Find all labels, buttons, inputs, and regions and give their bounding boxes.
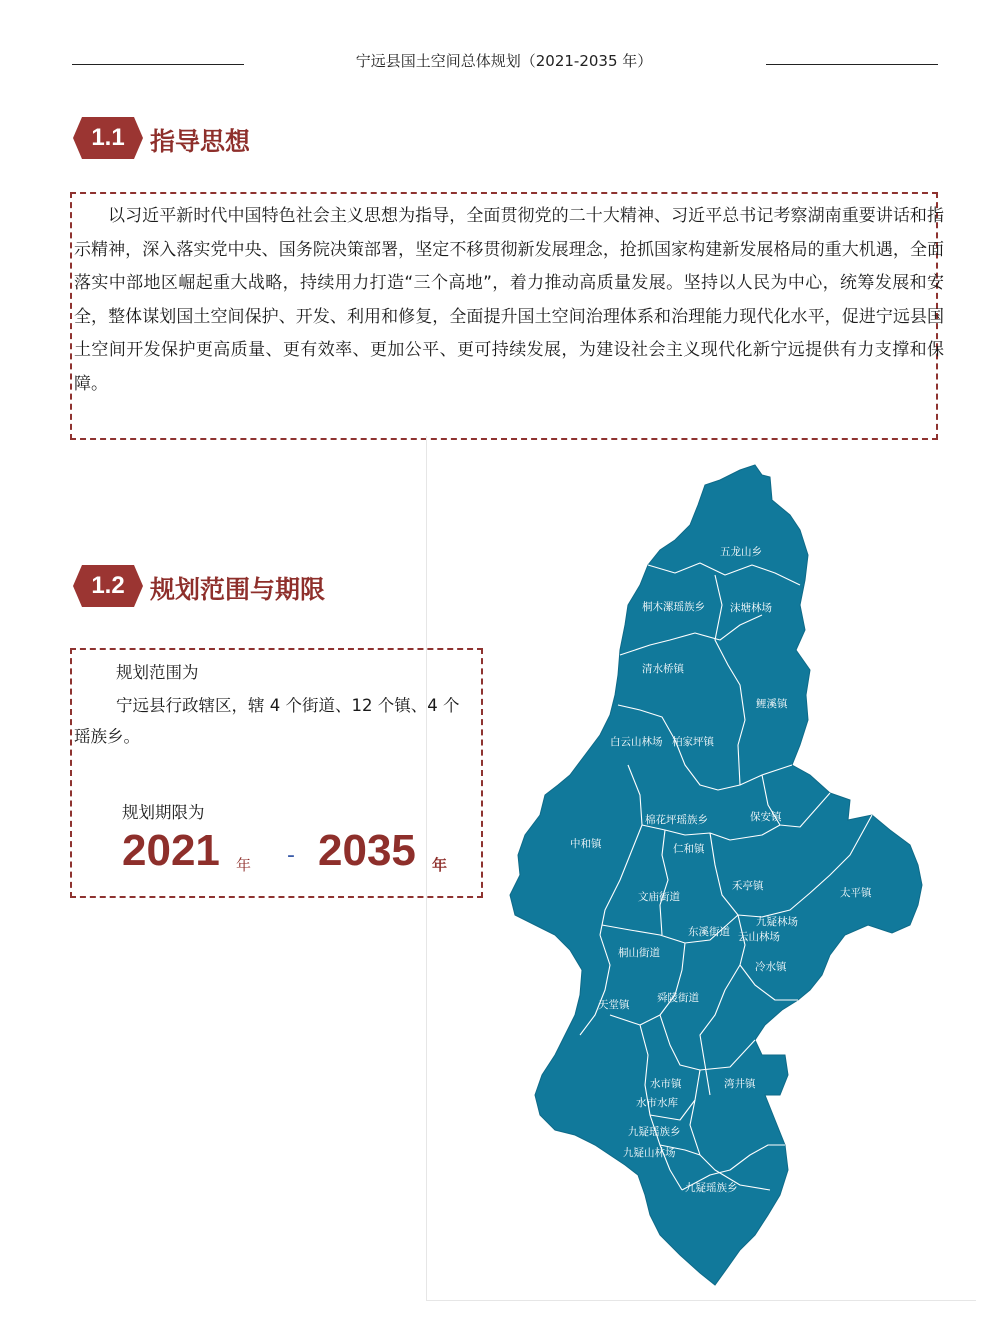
scope-text: 宁远县行政辖区，辖 4 个街道、12 个镇、4 个瑶族乡。: [74, 696, 460, 746]
map-label: 冷水镇: [755, 961, 787, 973]
section-2-title: 规划范围与期限: [150, 575, 326, 604]
scope-label: 规划范围为: [116, 663, 199, 682]
map-label: 桐山街道: [618, 947, 660, 959]
map-label: 九疑瑶族乡: [685, 1182, 738, 1194]
section-2-number: 1.2: [91, 572, 125, 599]
map-label: 清水桥镇: [642, 663, 684, 675]
map-label: 五龙山乡: [720, 546, 762, 558]
map-label: 九疑瑶族乡: [628, 1126, 681, 1138]
guiding-thought-text: [74, 200, 944, 401]
bottom-divider: [426, 1300, 976, 1301]
header-rule-right: [766, 64, 938, 65]
map-label: 白云山林场: [610, 736, 663, 748]
map-label: 湾井镇: [724, 1078, 756, 1090]
period-separator: -: [287, 843, 295, 868]
section-1-badge: [73, 117, 151, 159]
start-year-unit: 年: [236, 856, 252, 874]
guiding-thought-body: 以习近平新时代中国特色社会主义思想为指导，全面贯彻党的二十大精神、习近平总书记考察湖南重要讲话和指示精神，深入落实党中央、国务院决策部署，坚定不移贯彻新发展理念，抢抓国家构建新发展格局的重大机遇，全面落实中部地区崛起重大战略，持续用力打造“三个高地”，着力推动高质量发展。坚持以人民为中心，统筹发展和安全，整体谋划国土空间保护、开发、利用和修复，全面提升国土空间治理体系和治理能力现代化水平，促进宁远县国土空间开发保护更高质量、更有效率、更加公平、更可持续发展，为建设社会主义现代化新宁远提供有力支撑和保障。: [74, 206, 944, 394]
map-label: 仁和镇: [673, 843, 705, 855]
map-label: 柏家坪镇: [672, 736, 714, 748]
map-label: 文庙街道: [638, 891, 680, 903]
map-label: 天堂镇: [598, 999, 630, 1011]
map-label: 太平镇: [840, 887, 872, 899]
period-label: 规划期限为: [122, 803, 205, 822]
map-label: 水市镇: [650, 1078, 682, 1090]
map-label: 保安镇: [750, 811, 782, 823]
map-label: 沫塘林场: [730, 602, 772, 614]
map-label: 棉花坪瑶族乡: [645, 814, 708, 826]
page-header-title: 宁远县国土空间总体规划（2021-2035 年）: [355, 52, 653, 70]
map-label: 禾亭镇: [732, 880, 764, 892]
end-year-unit: 年: [432, 856, 448, 874]
map-label: 水市水库: [636, 1097, 678, 1109]
start-year: 2021: [122, 826, 220, 875]
section-1-title: 指导思想: [150, 127, 251, 156]
end-year: 2035: [318, 826, 416, 875]
county-outline: [510, 465, 922, 1285]
county-map: [500, 455, 930, 1290]
map-label: 中和镇: [570, 838, 602, 850]
map-label: 九疑山林场: [623, 1147, 676, 1159]
map-label: 云山林场: [738, 931, 780, 943]
section-1-number: 1.1: [91, 124, 125, 151]
map-label: 东溪街道: [688, 926, 730, 938]
section-2-badge: [73, 565, 151, 607]
map-label: 鲤溪镇: [756, 698, 788, 710]
map-label: 桐木漯瑶族乡: [642, 601, 705, 613]
map-label: 舜陵街道: [657, 992, 699, 1004]
map-label: 九疑林场: [756, 916, 798, 928]
